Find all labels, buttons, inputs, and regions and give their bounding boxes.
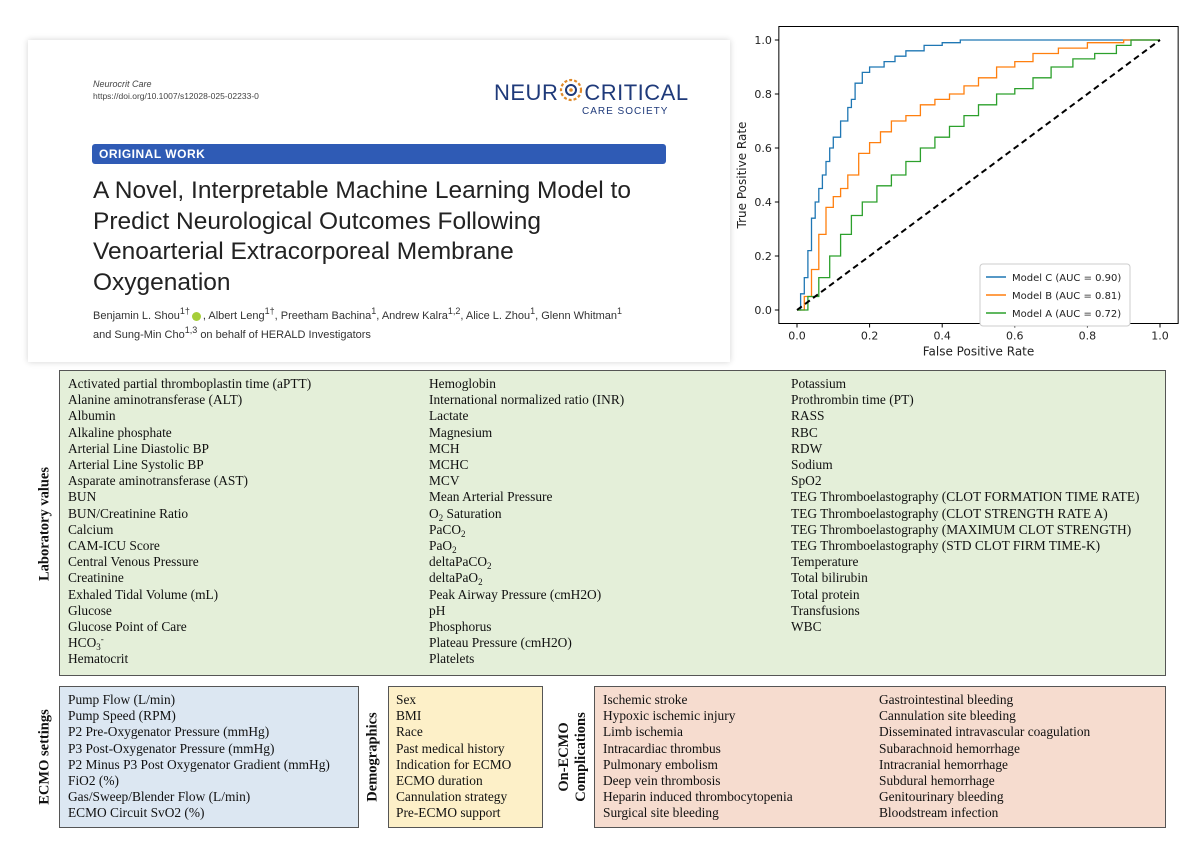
y-tick-label: 0.0: [754, 304, 772, 317]
demographics-list: [396, 692, 511, 822]
complications-label: [556, 712, 590, 801]
author-name: Benjamin L. Shou: [93, 310, 180, 322]
demographic-item: Race: [396, 724, 423, 740]
x-tick-label: 0.4: [933, 329, 951, 343]
lab-value-item: MCV: [429, 473, 460, 489]
lab-value-item: Plateau Pressure (cmH2O): [429, 635, 572, 651]
ecmo-setting-item: P2 Minus P3 Post Oxygenator Gradient (mmHg): [68, 756, 330, 772]
lab-value-item: International normalized ratio (INR): [429, 392, 625, 408]
author-name: Preetham Bachina: [280, 310, 372, 322]
paper-header-card: [28, 40, 730, 362]
lab-value-item: RASS: [791, 408, 825, 424]
ecmo-setting-item: P2 Pre-Oxygenator Pressure (mmHg): [68, 724, 270, 740]
complication-item: Bloodstream infection: [879, 805, 999, 821]
ecmo-settings-box: [59, 686, 359, 828]
lab-value-item: Glucose Point of Care: [68, 619, 187, 635]
author-affiliation: 1: [617, 306, 623, 316]
lab-value-item: Peak Airway Pressure (cmH2O): [429, 586, 602, 602]
lab-column-1: [68, 376, 311, 668]
lab-value-item: RBC: [791, 424, 818, 440]
lab-value-item: PaCO$_2$: [429, 521, 466, 539]
doi-link[interactable]: https://doi.org/10.1007/s12028-025-02233-0: [93, 91, 259, 101]
lab-column-3: [791, 376, 1140, 635]
lab-value-item: Sodium: [791, 457, 833, 473]
author-name: Alice L. Zhou: [465, 310, 531, 322]
lab-value-item: BUN/Creatinine Ratio: [68, 505, 189, 521]
author-affiliation: 1,2: [447, 306, 461, 316]
lab-value-item: Temperature: [791, 554, 859, 570]
lab-value-item: Alkaline phosphate: [68, 424, 172, 440]
lab-value-item: pH: [429, 602, 446, 618]
lab-value-item: deltaPaCO$_2$: [429, 554, 492, 572]
lab-value-item: RDW: [791, 440, 823, 456]
demographic-item: ECMO duration: [396, 773, 483, 789]
complication-item: Intracardiac thrombus: [603, 740, 721, 756]
complication-item: Ischemic stroke: [603, 692, 688, 707]
lab-value-item: Arterial Line Diastolic BP: [68, 440, 209, 456]
society-name-left: NEUR: [494, 80, 559, 105]
author-affiliation: 1: [371, 306, 377, 316]
complication-item: Heparin induced thrombocytopenia: [603, 789, 793, 805]
author-affiliation: 1,3: [184, 325, 198, 335]
complication-item: Deep vein thrombosis: [603, 773, 721, 789]
laboratory-values-box: [59, 370, 1166, 676]
lab-value-item: CAM-ICU Score: [68, 538, 160, 554]
lab-value-item: BUN: [68, 489, 97, 505]
lab-value-item: Potassium: [791, 376, 847, 391]
roc-chart: [732, 20, 1192, 365]
lab-value-item: Lactate: [429, 408, 469, 424]
author-name: Andrew Kalra: [381, 310, 448, 322]
x-tick-label: 0.2: [860, 329, 879, 343]
complication-item: Pulmonary embolism: [603, 756, 718, 772]
lab-value-item: Central Venous Pressure: [68, 554, 199, 570]
society-logo: [494, 78, 704, 148]
complication-item: Disseminated intravascular coagulation: [879, 724, 1091, 740]
ecmo-settings-label: ECMO settings: [36, 709, 53, 805]
lab-value-item: deltaPaO$_2$: [429, 570, 483, 588]
ecmo-setting-item: FiO2 (%): [68, 773, 119, 789]
lab-value-item: Hematocrit: [68, 651, 129, 667]
demographic-item: Past medical history: [396, 740, 505, 756]
society-name-right: CRITICAL: [584, 80, 689, 105]
y-tick-label: 0.2: [754, 250, 772, 263]
lab-value-item: Creatinine: [68, 570, 124, 586]
demographic-item: BMI: [396, 708, 422, 724]
complication-item: Subarachnoid hemorrhage: [879, 740, 1020, 756]
x-tick-label: 0.0: [788, 329, 806, 343]
society-subtitle: CARE SOCIETY: [582, 106, 669, 117]
lab-value-item: Phosphorus: [429, 619, 492, 635]
lab-value-item: Calcium: [68, 521, 114, 537]
lab-value-item: Hemoglobin: [429, 376, 496, 391]
lab-value-item: Platelets: [429, 651, 475, 667]
complication-item: Limb ischemia: [603, 724, 683, 740]
y-tick-label: 0.6: [754, 142, 772, 155]
lab-value-item: Total bilirubin: [791, 570, 868, 586]
legend-label: Model A (AUC = 0.72): [1012, 309, 1122, 320]
lab-value-item: MCH: [429, 440, 460, 456]
complication-item: Subdural hemorrhage: [879, 773, 995, 789]
authors-suffix: on behalf of HERALD Investigators: [200, 329, 371, 341]
lab-value-item: TEG Thromboelastography (CLOT STRENGTH RATE A): [791, 505, 1108, 521]
lab-value-item: Exhaled Tidal Volume (mL): [68, 586, 219, 602]
demographics-box: [388, 686, 543, 828]
roc-chart-svg: [732, 20, 1192, 365]
demographic-item: Cannulation strategy: [396, 789, 508, 805]
ecmo-setting-item: P3 Post-Oxygenator Pressure (mmHg): [68, 740, 275, 756]
ecmo-setting-item: Pump Speed (RPM): [68, 708, 176, 724]
author-name: Albert Leng: [208, 310, 265, 322]
complications-column-1: [603, 692, 793, 822]
lab-value-item: Total protein: [791, 586, 860, 602]
lab-value-item: Magnesium: [429, 424, 493, 440]
y-tick-label: 1.0: [754, 34, 772, 47]
lab-value-item: WBC: [791, 619, 822, 635]
lab-value-item: $HCO_3^-$: [68, 634, 104, 653]
lab-value-item: SpO2: [791, 473, 822, 489]
lab-value-item: TEG Thromboelastography (CLOT FORMATION TIME RATE): [791, 489, 1140, 505]
x-tick-label: 0.6: [1006, 329, 1024, 343]
lab-value-item: Alanine aminotransferase (ALT): [68, 392, 243, 408]
lab-value-item: $O_2$ Saturation: [429, 505, 502, 523]
author-affiliation: 1†: [179, 306, 190, 316]
complications-label-line2: Complications: [573, 712, 589, 802]
complication-item: Surgical site bleeding: [603, 805, 719, 821]
lab-value-item: Prothrombin time (PT): [791, 392, 914, 408]
x-axis-label: False Positive Rate: [922, 344, 1035, 359]
demographics-label: Demographics: [364, 712, 381, 802]
author-affiliation: 1: [530, 306, 536, 316]
orcid-icon[interactable]: [192, 312, 201, 321]
author-name: and Sung-Min Cho: [93, 329, 185, 341]
y-axis-label: True Positive Rate: [735, 121, 749, 229]
complications-box: [594, 686, 1166, 828]
x-tick-label: 1.0: [1151, 329, 1169, 343]
lab-value-item: Activated partial thromboplastin time (aPTT): [68, 376, 312, 391]
lab-column-2: [429, 376, 624, 668]
paper-title: A Novel, Interpretable Machine Learning Model to Predict Neurological Outcomes Following Venoarterial Extracorporeal Membrane Oxygenation: [93, 177, 631, 296]
lab-value-item: TEG Thromboelastography (STD CLOT FIRM TIME-K): [791, 538, 1101, 554]
lab-value-item: MCHC: [429, 457, 469, 473]
ecmo-setting-item: ECMO Circuit SvO2 (%): [68, 805, 205, 821]
demographic-item: Sex: [396, 692, 417, 707]
demographic-item: Pre-ECMO support: [396, 805, 501, 821]
author-list: Benjamin L. Shou$^{1\dagger}$ , Albert Leng$^{1\dagger}$, Preetham Bachina$^1$, Andrew Kalra$^{1,2}$, Alice L. Zhou$^1$, Glenn Whitman$^1$ and Sung-Min Cho$^{1,3}$ on behalf of HERALD Investigators: [93, 306, 623, 341]
complications-label-line1: On-ECMO: [556, 722, 572, 792]
complication-item: Cannulation site bleeding: [879, 708, 1016, 724]
demographic-item: Indication for ECMO: [396, 756, 512, 772]
lab-value-item: Asparate aminotransferase (AST): [68, 473, 248, 489]
brain-logo-icon: [559, 78, 583, 108]
lab-value-item: Mean Arterial Pressure: [429, 489, 553, 505]
complication-item: Intracranial hemorrhage: [879, 756, 1008, 772]
complications-column-2: [879, 692, 1090, 822]
author-affiliation: 1†: [264, 306, 275, 316]
ecmo-setting-item: Pump Flow (L/min): [68, 692, 176, 707]
complication-item: Gastrointestinal bleeding: [879, 692, 1014, 707]
lab-value-item: PaO$_2$: [429, 538, 457, 556]
y-tick-label: 0.8: [754, 88, 772, 101]
complication-item: Hypoxic ischemic injury: [603, 708, 736, 724]
x-tick-label: 0.8: [1078, 329, 1097, 343]
lab-value-item: Albumin: [68, 408, 116, 424]
lab-value-item: Arterial Line Systolic BP: [68, 457, 204, 473]
lab-value-item: Transfusions: [791, 602, 860, 618]
lab-value-item: TEG Thromboelastography (MAXIMUM CLOT STRENGTH): [791, 521, 1132, 537]
laboratory-values-label: Laboratory values: [36, 467, 53, 581]
ecmo-settings-list: [68, 692, 330, 822]
legend-label: Model C (AUC = 0.90): [1012, 273, 1122, 284]
y-tick-label: 0.4: [754, 196, 772, 209]
ecmo-setting-item: Gas/Sweep/Blender Flow (L/min): [68, 789, 251, 805]
complication-item: Genitourinary bleeding: [879, 789, 1004, 805]
journal-name: Neurocrit Care: [93, 79, 152, 89]
section-label-bar: ORIGINAL WORK: [92, 144, 666, 164]
author-name: Glenn Whitman: [541, 310, 618, 322]
lab-value-item: Glucose: [68, 602, 112, 618]
legend-label: Model B (AUC = 0.81): [1012, 291, 1122, 302]
